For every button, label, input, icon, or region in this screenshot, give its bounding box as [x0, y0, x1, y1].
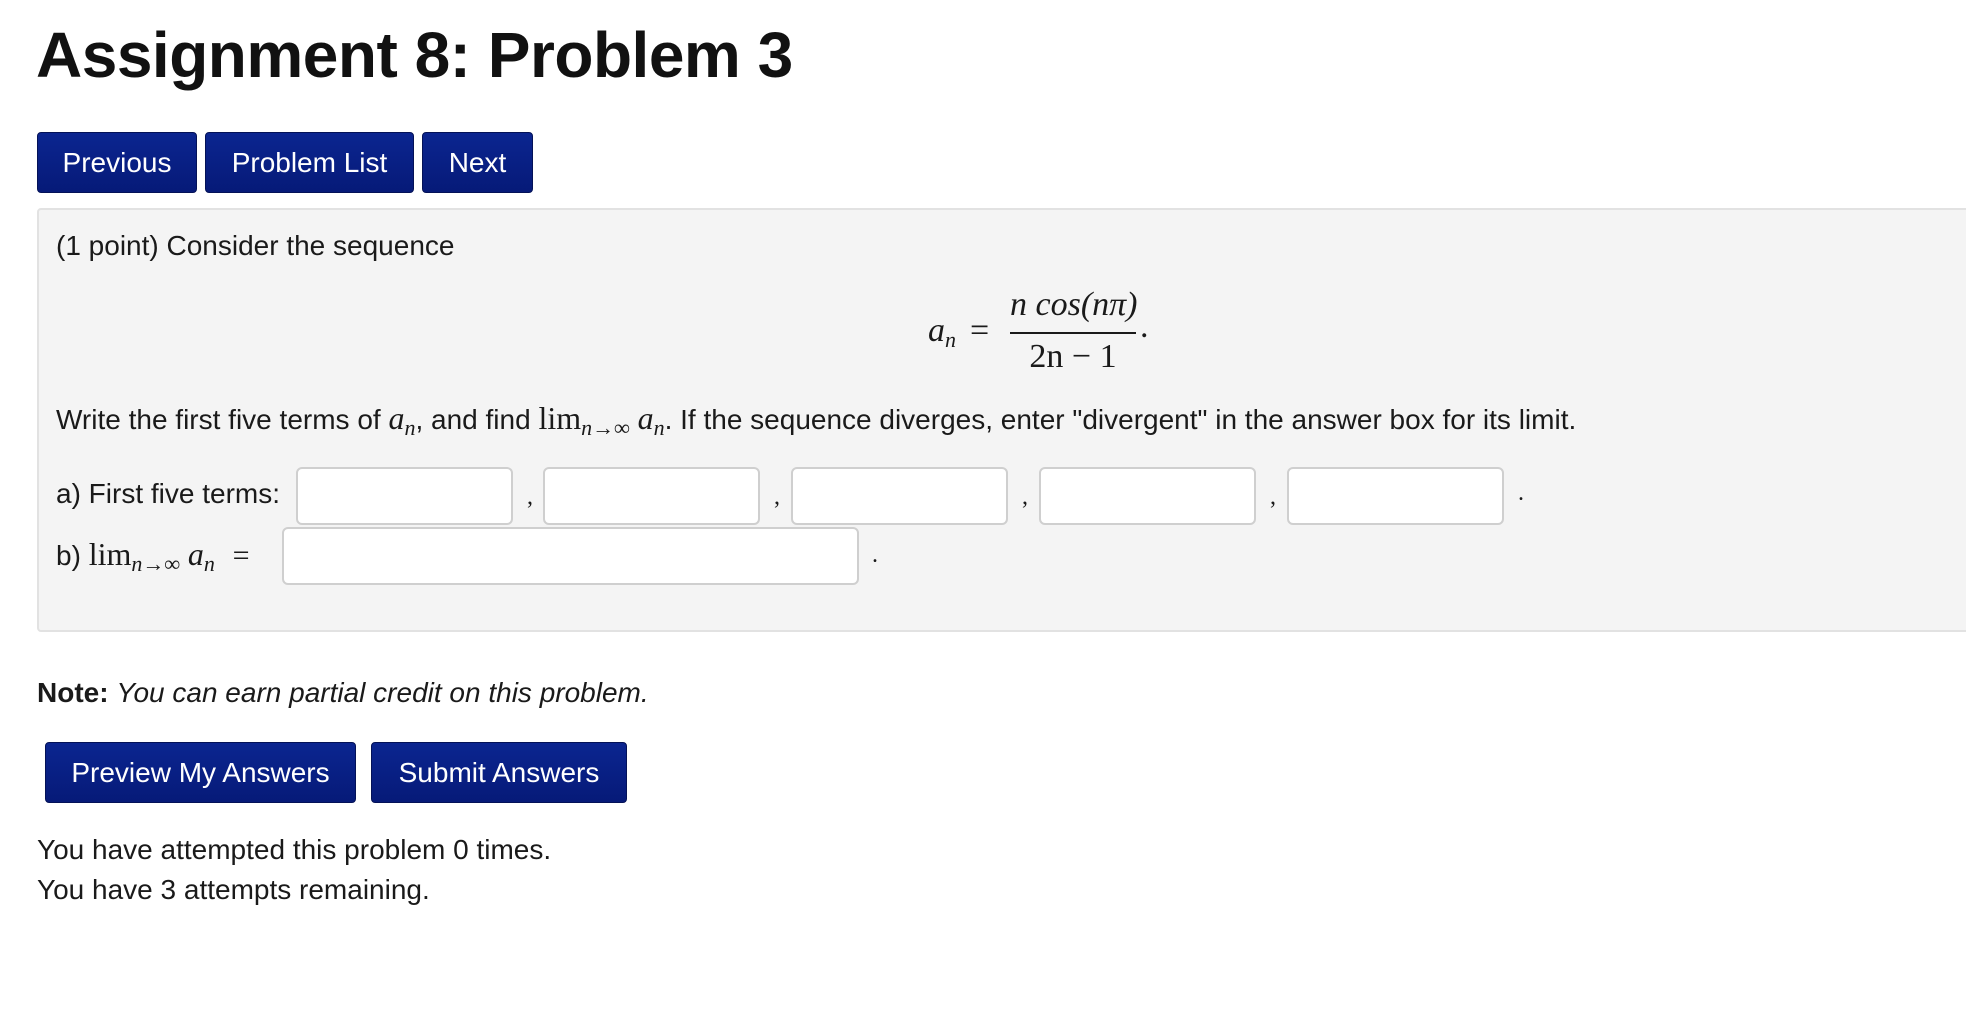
limit-input[interactable] — [282, 527, 859, 585]
part-a-label: a) First five terms: — [56, 478, 281, 509]
term-4-input[interactable] — [1039, 467, 1256, 525]
term-2-input[interactable] — [543, 467, 760, 525]
separator-comma: , — [527, 484, 533, 510]
problem-instruction: Write the first five terms of $a_n$, and find $\lim_{n\to\infty} a_n$. If the sequence diverges, enter "divergent" in the answer box for its limit. — [56, 400, 1577, 440]
limit-period: . — [872, 542, 878, 568]
submit-answers-button[interactable]: Submit Answers — [371, 742, 627, 803]
preview-answers-button[interactable]: Preview My Answers — [45, 742, 356, 803]
formula-period: . — [1140, 308, 1149, 345]
part-b-label: b) $\lim_{n\to\infty} a_n$ = — [56, 536, 250, 576]
formula-equals: = — [970, 312, 990, 349]
problem-list-button[interactable]: Problem List — [205, 132, 414, 193]
formula-lhs: an — [928, 312, 956, 352]
page-title: Assignment 8: Problem 3 — [36, 19, 793, 91]
formula-denominator: 2n − 1 — [1029, 338, 1117, 375]
partial-credit-note: Note: You can earn partial credit on this problem. — [37, 677, 649, 708]
separator-comma: , — [1270, 484, 1276, 510]
separator-comma: , — [774, 484, 780, 510]
sequence-formula — [928, 286, 1158, 380]
next-button[interactable]: Next — [422, 132, 533, 193]
term-5-input[interactable] — [1287, 467, 1504, 525]
formula-numerator: n cos(nπ) — [1010, 286, 1138, 323]
separator-comma: , — [1022, 484, 1028, 510]
attempts-remaining: You have 3 attempts remaining. — [37, 874, 430, 905]
term-3-input[interactable] — [791, 467, 1008, 525]
previous-button[interactable]: Previous — [37, 132, 197, 193]
problem-intro: (1 point) Consider the sequence — [56, 230, 455, 261]
fraction-bar — [1010, 332, 1136, 334]
attempts-count: You have attempted this problem 0 times. — [37, 834, 552, 865]
terms-period: . — [1518, 480, 1524, 506]
term-1-input[interactable] — [296, 467, 513, 525]
